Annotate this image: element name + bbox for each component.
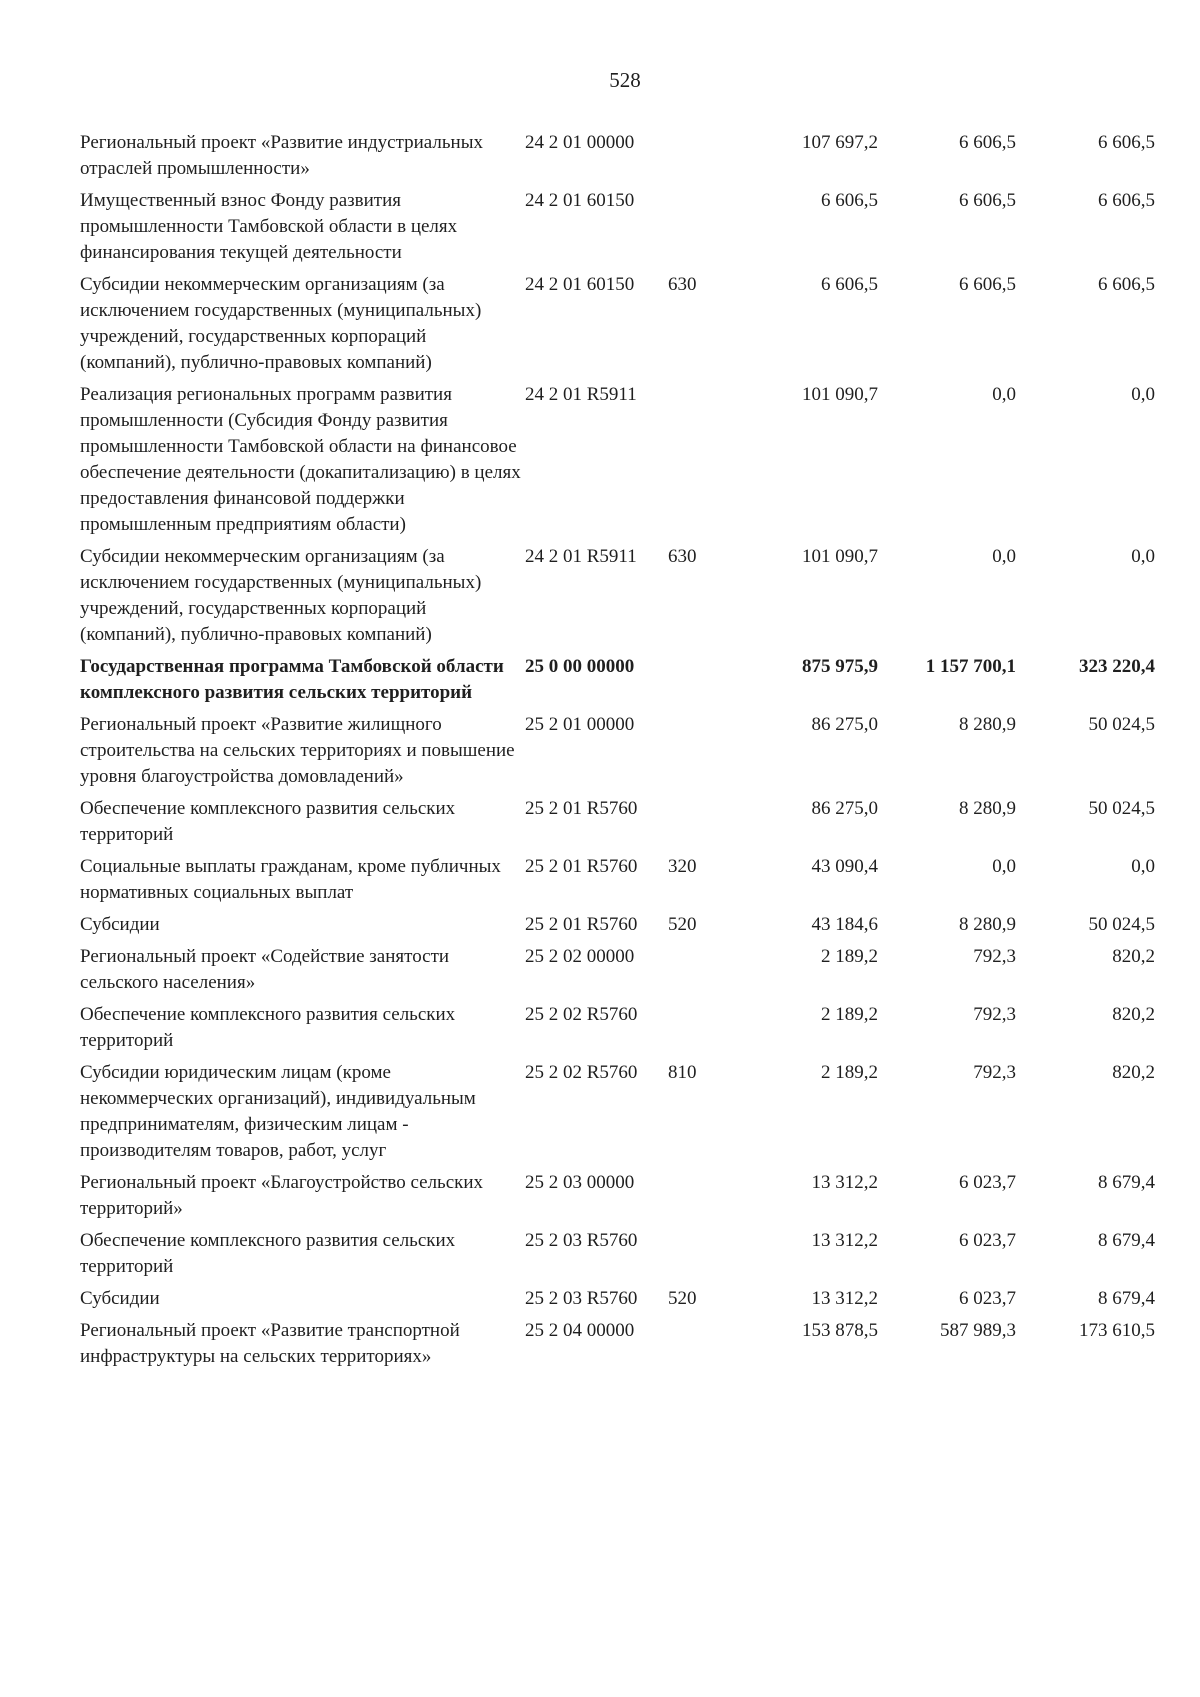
row-name: Государственная программа Тамбовской области комплексного развития сельских территорий	[80, 656, 504, 703]
table-row	[80, 654, 1155, 712]
row-name: Субсидии	[80, 1288, 160, 1309]
table-row	[80, 1170, 1155, 1228]
row-expense-type	[668, 1228, 730, 1286]
row-expense-type	[668, 712, 730, 796]
row-code: 24 2 01 60150	[525, 190, 635, 211]
table-row	[80, 1228, 1155, 1286]
row-code: 25 2 03 R5760	[525, 1288, 638, 1309]
row-value-2: 0,0	[992, 384, 1016, 405]
row-expense-type: 630	[668, 274, 697, 295]
row-code: 25 2 01 R5760	[525, 856, 638, 877]
row-value-3: 820,2	[1112, 1004, 1155, 1025]
row-value-1: 86 275,0	[811, 798, 878, 819]
row-code: 25 2 01 R5760	[525, 914, 638, 935]
row-value-2: 8 280,9	[959, 714, 1016, 735]
row-value-1: 6 606,5	[821, 274, 878, 295]
row-name: Субсидии	[80, 914, 160, 935]
row-value-1: 2 189,2	[821, 1062, 878, 1083]
row-expense-type	[668, 796, 730, 854]
table-row	[80, 1060, 1155, 1170]
table-row	[80, 1286, 1155, 1318]
budget-table	[80, 130, 1155, 1376]
row-code: 25 2 02 R5760	[525, 1062, 638, 1083]
table-row	[80, 130, 1155, 188]
row-value-3: 8 679,4	[1098, 1172, 1155, 1193]
row-value-2: 587 989,3	[940, 1320, 1016, 1341]
row-value-1: 101 090,7	[802, 384, 878, 405]
row-value-2: 8 280,9	[959, 798, 1016, 819]
row-value-2: 792,3	[973, 1004, 1016, 1025]
row-value-1: 2 189,2	[821, 946, 878, 967]
row-name: Социальные выплаты гражданам, кроме публичных нормативных социальных выплат	[80, 856, 501, 903]
row-expense-type	[668, 1170, 730, 1228]
table-row	[80, 382, 1155, 544]
row-value-2: 0,0	[992, 856, 1016, 877]
row-value-2: 6 023,7	[959, 1230, 1016, 1251]
row-value-1: 43 090,4	[811, 856, 878, 877]
row-name: Реализация региональных программ развития промышленности (Субсидия Фонду развития промышленности Тамбовской области на финансовое обеспечение деятельности (докапитализацию) в целях предоставления финансовой поддержки промышленным предприятиям области)	[80, 384, 521, 535]
row-name: Обеспечение комплексного развития сельских территорий	[80, 1004, 456, 1051]
row-value-2: 8 280,9	[959, 914, 1016, 935]
row-name: Обеспечение комплексного развития сельских территорий	[80, 798, 456, 845]
table-row	[80, 1318, 1155, 1376]
row-name: Региональный проект «Развитие жилищного строительства на сельских территориях и повышение уровня благоустройства домовладений»	[80, 714, 515, 787]
row-value-3: 173 610,5	[1079, 1320, 1155, 1341]
table-row	[80, 944, 1155, 1002]
row-name: Региональный проект «Развитие индустриальных отраслей промышленности»	[80, 132, 483, 179]
row-code: 25 2 01 R5760	[525, 798, 638, 819]
table-row	[80, 1002, 1155, 1060]
row-value-1: 13 312,2	[811, 1288, 878, 1309]
row-value-3: 6 606,5	[1098, 132, 1155, 153]
row-code: 24 2 01 00000	[525, 132, 635, 153]
row-name: Региональный проект «Развитие транспортной инфраструктуры на сельских территориях»	[80, 1320, 460, 1367]
row-code: 25 2 04 00000	[525, 1320, 635, 1341]
row-value-3: 50 024,5	[1088, 914, 1155, 935]
row-code: 24 2 01 60150	[525, 274, 635, 295]
row-value-3: 6 606,5	[1098, 274, 1155, 295]
row-expense-type	[668, 188, 730, 272]
row-code: 25 2 02 00000	[525, 946, 635, 967]
row-code: 25 2 02 R5760	[525, 1004, 638, 1025]
row-value-2: 6 023,7	[959, 1288, 1016, 1309]
row-name: Обеспечение комплексного развития сельских территорий	[80, 1230, 456, 1277]
row-value-1: 153 878,5	[802, 1320, 878, 1341]
row-name: Субсидии некоммерческим организациям (за исключением государственных (муниципальных) учреждений, государственных корпораций (компаний), публично-правовых компаний)	[80, 546, 482, 645]
row-name: Имущественный взнос Фонду развития промышленности Тамбовской области в целях финансирования текущей деятельности	[80, 190, 458, 263]
row-name: Субсидии юридическим лицам (кроме некоммерческих организаций), индивидуальным предпринимателям, физическим лицам - производителям товаров, работ, услуг	[80, 1062, 476, 1161]
row-value-2: 6 606,5	[959, 274, 1016, 295]
table-row	[80, 912, 1155, 944]
row-value-3: 820,2	[1112, 1062, 1155, 1083]
row-value-3: 0,0	[1131, 384, 1155, 405]
row-value-1: 13 312,2	[811, 1172, 878, 1193]
row-value-1: 13 312,2	[811, 1230, 878, 1251]
row-value-2: 0,0	[992, 546, 1016, 567]
row-value-2: 6 023,7	[959, 1172, 1016, 1193]
row-value-1: 101 090,7	[802, 546, 878, 567]
row-value-1: 107 697,2	[802, 132, 878, 153]
row-value-3: 323 220,4	[1079, 656, 1155, 677]
row-name: Региональный проект «Содействие занятости сельского населения»	[80, 946, 450, 993]
table-row	[80, 188, 1155, 272]
table-row	[80, 712, 1155, 796]
row-name: Субсидии некоммерческим организациям (за исключением государственных (муниципальных) учреждений, государственных корпораций (компаний), публично-правовых компаний)	[80, 274, 482, 373]
table-row	[80, 796, 1155, 854]
table-row	[80, 544, 1155, 654]
row-expense-type	[668, 1002, 730, 1060]
row-value-2: 1 157 700,1	[925, 656, 1016, 677]
row-value-1: 86 275,0	[811, 714, 878, 735]
row-code: 25 2 03 00000	[525, 1172, 635, 1193]
row-expense-type	[668, 130, 730, 188]
row-name: Региональный проект «Благоустройство сельских территорий»	[80, 1172, 484, 1219]
row-value-2: 792,3	[973, 946, 1016, 967]
row-value-3: 50 024,5	[1088, 798, 1155, 819]
row-value-1: 6 606,5	[821, 190, 878, 211]
row-value-3: 8 679,4	[1098, 1230, 1155, 1251]
row-expense-type: 320	[668, 856, 697, 877]
row-value-2: 6 606,5	[959, 190, 1016, 211]
row-value-3: 0,0	[1131, 856, 1155, 877]
table-row	[80, 272, 1155, 382]
budget-table-body	[80, 130, 1155, 1376]
row-code: 24 2 01 R5911	[525, 546, 637, 567]
row-code: 24 2 01 R5911	[525, 384, 637, 405]
row-expense-type	[668, 944, 730, 1002]
row-expense-type: 810	[668, 1062, 697, 1083]
row-expense-type	[668, 1318, 730, 1376]
row-expense-type: 520	[668, 1288, 697, 1309]
row-value-3: 8 679,4	[1098, 1288, 1155, 1309]
table-row	[80, 854, 1155, 912]
page-number: 528	[609, 68, 641, 92]
row-value-3: 0,0	[1131, 546, 1155, 567]
row-expense-type: 630	[668, 546, 697, 567]
row-expense-type: 520	[668, 914, 697, 935]
row-value-2: 6 606,5	[959, 132, 1016, 153]
row-expense-type	[668, 654, 730, 712]
row-value-3: 820,2	[1112, 946, 1155, 967]
row-value-1: 43 184,6	[811, 914, 878, 935]
row-code: 25 2 03 R5760	[525, 1230, 638, 1251]
row-expense-type	[668, 382, 730, 544]
row-value-1: 875 975,9	[802, 656, 878, 677]
row-value-1: 2 189,2	[821, 1004, 878, 1025]
row-code: 25 0 00 00000	[525, 656, 635, 677]
row-value-2: 792,3	[973, 1062, 1016, 1083]
row-value-3: 50 024,5	[1088, 714, 1155, 735]
row-value-3: 6 606,5	[1098, 190, 1155, 211]
row-code: 25 2 01 00000	[525, 714, 635, 735]
